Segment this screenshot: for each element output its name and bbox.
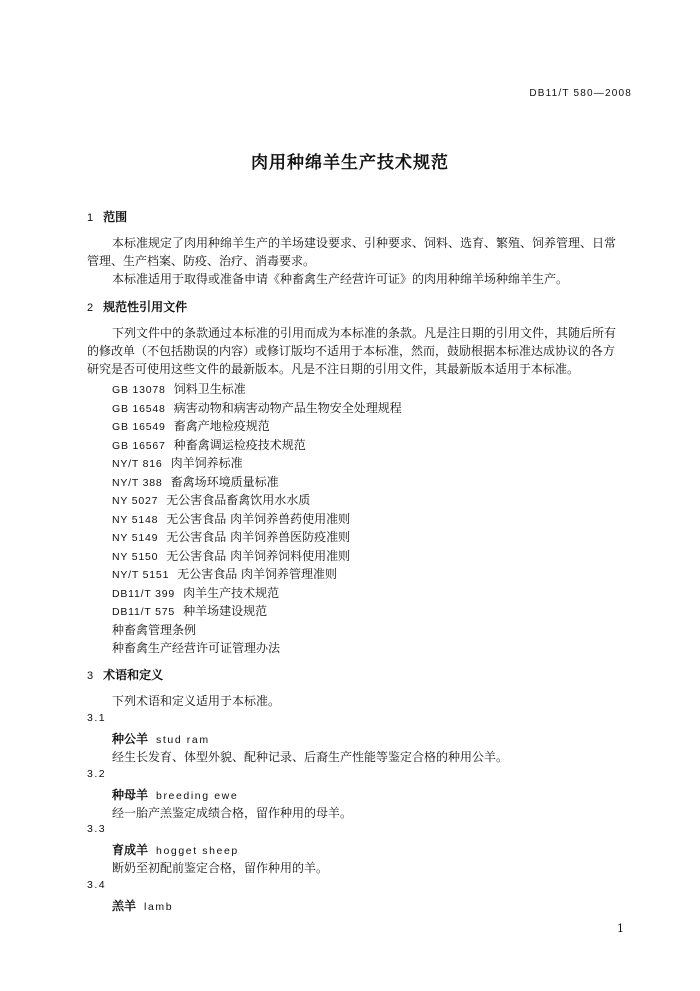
reference-item	[112, 621, 196, 638]
term-definition: 经一胎产羔鉴定成绩合格，留作种用的母羊。	[112, 805, 353, 820]
term-chinese: 种公羊	[112, 732, 149, 746]
section-1-number: 1	[87, 212, 94, 224]
section-3-intro: 下列术语和定义适用于本标准。	[112, 694, 281, 708]
section-1-heading	[87, 208, 127, 225]
reference-title: 无公害食品 肉羊饲养管理准则	[177, 567, 338, 581]
reference-item	[112, 639, 280, 656]
reference-title: 肉羊饲养标准	[170, 456, 243, 470]
page-number: 1	[617, 922, 624, 935]
reference-item	[112, 528, 350, 545]
document-title: 肉用种绵羊生产技术规范	[251, 153, 449, 173]
standard-code: DB11/T 580—2008	[529, 88, 632, 99]
reference-item	[112, 565, 337, 582]
section-3-title: 术语和定义	[103, 668, 164, 682]
reference-title: 畜禽产地检疫规范	[173, 419, 270, 433]
reference-title: 肉羊生产技术规范	[183, 585, 280, 600]
reference-item	[112, 473, 279, 490]
reference-title: 种畜禽生产经营许可证管理办法	[112, 641, 281, 655]
reference-title: 种畜禽调运检疫技术规范	[173, 437, 306, 452]
reference-item	[112, 491, 310, 508]
reference-item	[112, 547, 350, 564]
term-number: 3.4	[87, 878, 107, 891]
reference-code: NY 5148	[112, 513, 159, 526]
reference-code: GB 13078	[112, 384, 166, 396]
reference-item	[112, 380, 246, 397]
reference-item	[112, 584, 279, 601]
section-2-heading	[87, 298, 187, 315]
term-chinese: 羔羊	[112, 898, 137, 913]
reference-code: GB 16548	[112, 402, 166, 415]
reference-title: 无公害食品 肉羊饲养兽药使用准则	[166, 511, 351, 526]
term-heading	[112, 841, 239, 858]
section-2-title: 规范性引用文件	[103, 300, 188, 314]
term-definition: 经生长发育、体型外貌、配种记录、后裔生产性能等鉴定合格的种用公羊。	[112, 750, 509, 764]
reference-title: 无公害食品 肉羊饲养兽医防疫准则	[166, 530, 351, 544]
reference-title: 种羊场建设规范	[183, 604, 268, 618]
reference-item	[112, 399, 402, 416]
section-2-line1: 下列文件中的条款通过本标准的引用而成为本标准的条款。凡是注日期的引用文件，其随后所有	[112, 326, 617, 340]
reference-code: NY/T 5151	[112, 569, 170, 581]
reference-item	[112, 436, 306, 453]
reference-title: 无公害食品畜禽饮用水水质	[166, 493, 311, 507]
term-heading	[112, 786, 238, 803]
reference-code: NY 5027	[112, 495, 159, 507]
reference-title: 畜禽场环境质量标准	[170, 474, 279, 489]
term-heading	[112, 897, 173, 914]
term-number: 3.1	[87, 712, 107, 724]
section-3-number: 3	[87, 670, 94, 682]
reference-code: NY 5150	[112, 550, 159, 563]
reference-code: NY/T 816	[112, 458, 163, 470]
reference-code: NY/T 388	[112, 476, 163, 489]
reference-code: DB11/T 399	[112, 587, 176, 600]
reference-code: DB11/T 575	[112, 606, 176, 618]
term-english: hogget sheep	[156, 845, 239, 857]
section-2-number: 2	[87, 302, 94, 314]
section-1-para2: 本标准适用于取得或准备申请《种畜禽生产经营许可证》的肉用种绵羊场种绵羊生产。	[112, 272, 569, 286]
reference-title: 饲料卫生标准	[173, 382, 246, 396]
term-english: lamb	[144, 900, 174, 913]
reference-code: NY 5149	[112, 532, 159, 544]
term-chinese: 种母羊	[112, 787, 149, 802]
term-chinese: 育成羊	[112, 843, 149, 857]
reference-item	[112, 417, 270, 434]
section-2-line3: 研究是否可使用这些文件的最新版本。凡是不注日期的引用文件，其最新版本适用于本标准。	[87, 362, 580, 376]
term-definition: 断奶至初配前鉴定合格，留作种用的羊。	[112, 861, 329, 875]
reference-title: 病害动物和病害动物产品生物安全处理规程	[173, 400, 402, 415]
section-1-para1-line2: 管理、生产档案、防疫、治疗、消毒要求。	[87, 254, 316, 268]
term-number: 3.2	[87, 767, 107, 780]
section-2-line2: 的修改单（不包括勘误的内容）或修订版均不适用于本标准，然而，鼓励根据本标准达成协议的各方	[87, 344, 616, 358]
term-english: breeding ewe	[156, 789, 239, 802]
term-heading	[112, 730, 210, 747]
reference-title: 种畜禽管理条例	[112, 622, 197, 637]
section-1-para1-line1: 本标准规定了肉用种绵羊生产的羊场建设要求、引种要求、饲料、选育、繁殖、饲养管理、日常	[112, 236, 617, 250]
section-1-title: 范围	[103, 210, 128, 224]
term-english: stud ram	[156, 734, 210, 746]
term-number: 3.3	[87, 823, 107, 835]
reference-item	[112, 602, 267, 619]
section-3-heading	[87, 666, 163, 683]
reference-item	[112, 454, 243, 471]
reference-item	[112, 510, 350, 527]
reference-title: 无公害食品 肉羊饲养饲料使用准则	[166, 548, 351, 563]
reference-code: GB 16567	[112, 439, 166, 452]
reference-code: GB 16549	[112, 421, 166, 433]
